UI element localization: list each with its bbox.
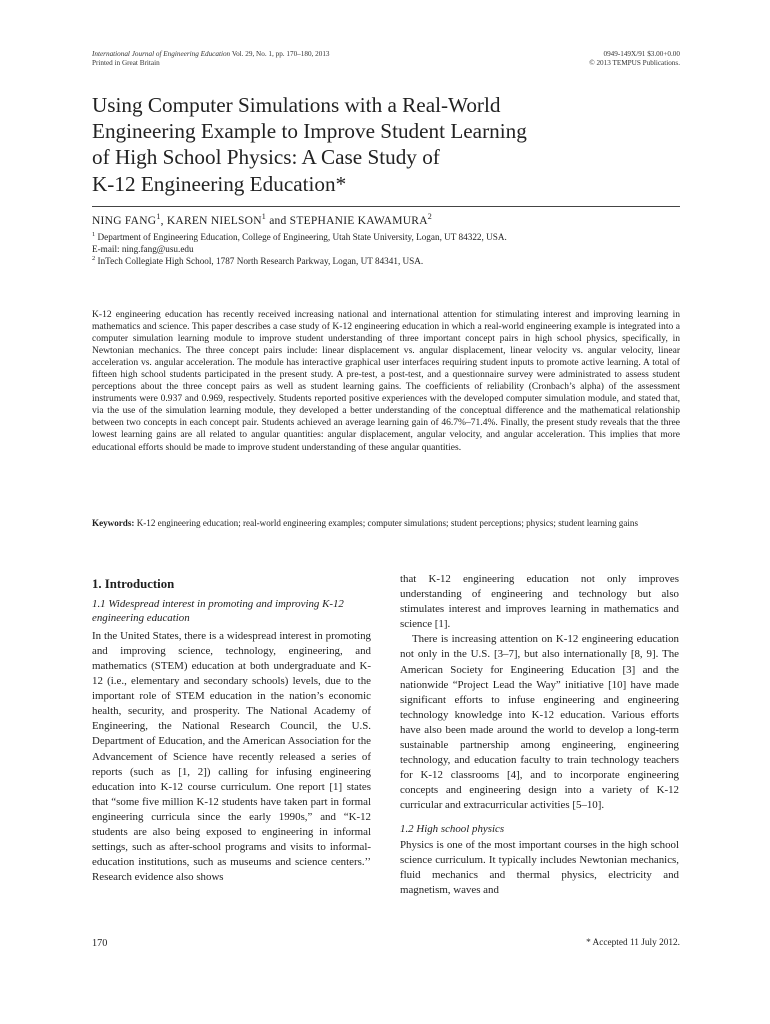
accepted-footnote: * Accepted 11 July 2012. xyxy=(586,938,680,948)
abstract: K-12 engineering education has recently received increasing national and international attention for stimulating interest and improving learning in mathematics and science. This paper describes a case study of K-12 engineering education in which a real-world engineering example is integrated into a computer simulation learning module to improve student understanding of three important concept pairs in high school physics, specifically, in Newtonian mechanics. The three concept pairs include: linear displacement vs. angular displacement, linear velocity vs. angular velocity, linear acceleration vs. angular acceleration. The module has interactive graphical user interfaces requiring student inputs to promote active learning. A total of fifteen high school students participated in the present study. A pre-test, a post-test, and a questionnaire survey were administrated to assess student perceptions about the three concept pairs as well as student learning gains. The coefficients of reliability (Cronbach’s alpha) of the assessment instruments were 0.937 and 0.969, respectively. Students reported positive experiences with the developed computer simulation module, and stated that, via the use of the simulation learning module, they developed a better understanding of the conceptual difference and the mathematical relationship between two concepts in each concept pair. Students achieved an average learning gain of 46.7%–71.4%. Finally, the present study reveals that the three lowest learning gains are all related to angular quantities: angular displacement, angular velocity, and angular acceleration. This implies that more educational efforts should be made to improve student understanding of these angular quantities. xyxy=(92,309,680,453)
title-line: of High School Physics: A Case Study of xyxy=(92,145,440,170)
author-list xyxy=(92,214,682,228)
author-name: and STEPHANIE KAWAMURA xyxy=(266,215,428,227)
author-name: NING FANG xyxy=(92,215,157,227)
title-line: K-12 Engineering Education* xyxy=(92,171,347,196)
journal-citation xyxy=(92,50,422,59)
running-header-right xyxy=(460,50,680,68)
section-heading: 1. Introduction xyxy=(92,577,175,591)
body-paragraph: that K-12 engineering education not only improves understanding of engineering and technology but also stimulates interest and improves learning in mathematics and science [1]. xyxy=(400,573,679,631)
body-paragraph: In the United States, there is a widespread interest in promoting and improving science, technology, engineering, and mathematics (STEM) education at both undergraduate and K-12 (i.e., elementary and secondary schools) levels, due to the important role of STEM education in the nation’s economic health, security, and prosperity. The National Academy of Engineering, the National Research Council, the U.S. Department of Education, and the American Association for the Advancement of Science have recently released a series of reports (such as [1, 2]) calling for infusing engineering education into K-12 course curriculum. One report [1] states that “some five million K-12 students have taken part in formal engineering curricula since the early 1990s,” and “K-12 students are also being exposed to engineering in informal settings, such as after-school programs and visits to informal-education institutions, such as museums and science centers.’’ Research evidence also shows xyxy=(92,629,371,884)
subsection-heading: 1.2 High school physics xyxy=(400,822,505,835)
volume-info: Vol. 29, No. 1, pp. 170–180, 2013 xyxy=(230,50,330,58)
page-number: 170 xyxy=(92,938,108,949)
left-column xyxy=(92,576,371,885)
keywords-text: K-12 engineering education; real-world engineering examples; computer simulations; student perceptions; physics; student learning gains xyxy=(134,518,638,528)
affiliation-text: InTech Collegiate High School, 1787 North Research Parkway, Logan, UT 84341, USA. xyxy=(95,256,424,266)
paper-title xyxy=(92,92,692,197)
keywords-label: Keywords: xyxy=(92,518,135,528)
right-column xyxy=(400,572,679,898)
body-paragraph: Physics is one of the most important courses in the high school science curriculum. It typically includes Newtonian mechanics, fluid mechanics and thermal physics, electricity and magnetism, waves and xyxy=(400,838,679,897)
affiliation-2 xyxy=(92,256,692,268)
printed-location: Printed in Great Britain xyxy=(92,59,160,67)
body-paragraph: There is increasing attention on K-12 engineering education not only in the U.S. [3–7], but also internationally [8, 9]. The American Society for Engineering Education [3] and the nationwide “Project Lead the Way” initiative [10] have made significant efforts to infuse engineering and engineering technology knowledge into K-12 education. Various efforts have also been made around the world to develop a long-term sustainable partnership among engineering, engineering technology, and education faculty to train technology teachers for K-12 classrooms [4], and to incorporate engineering concepts and engineering design into a variety of K-12 curricular and extracurricular activities [5–10]. xyxy=(400,633,679,812)
affiliation-marker: 1 xyxy=(261,212,267,222)
author-name: , KAREN NIELSON xyxy=(160,215,262,227)
title-line: Engineering Example to Improve Student Learning xyxy=(92,119,527,144)
issn-price: 0949-149X/91 $3.00+0.00 xyxy=(603,50,680,58)
affiliation-1 xyxy=(92,232,692,244)
title-line: Using Computer Simulations with a Real-World xyxy=(92,93,501,117)
affiliation-marker: 1 xyxy=(92,230,96,238)
author-email: E-mail: ning.fang@usu.edu xyxy=(92,244,194,254)
affiliation-marker: 2 xyxy=(427,212,433,222)
copyright-line: © 2013 TEMPUS Publications. xyxy=(589,59,680,67)
keywords xyxy=(92,518,680,530)
title-rule xyxy=(92,206,680,207)
affiliation-text: Department of Engineering Education, College of Engineering, Utah State University, Logan, UT 84322, USA. xyxy=(95,232,507,242)
running-header-left xyxy=(92,50,422,68)
subsection-heading: 1.1 Widespread interest in promoting and improving K-12 engineering education xyxy=(92,598,344,625)
affiliation-marker: 2 xyxy=(92,254,96,262)
affiliation-marker: 1 xyxy=(156,212,161,222)
journal-name: International Journal of Engineering Education xyxy=(92,50,231,58)
